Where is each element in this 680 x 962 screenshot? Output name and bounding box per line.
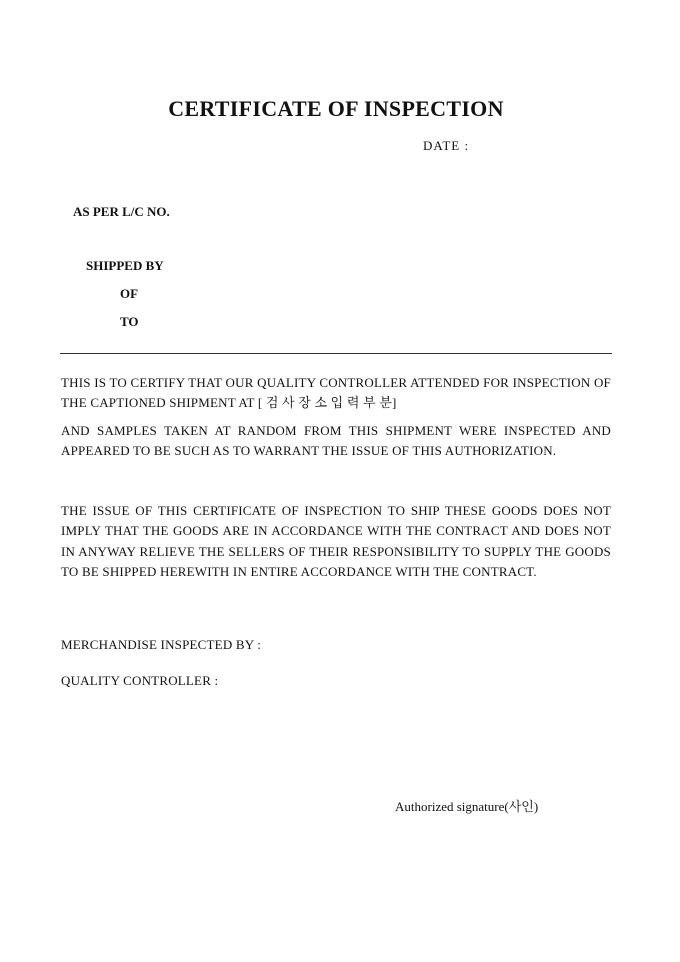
document-title: CERTIFICATE OF INSPECTION bbox=[168, 96, 504, 121]
of-label: OF bbox=[120, 286, 139, 301]
samples-paragraph: AND SAMPLES TAKEN AT RANDOM FROM THIS SHIPMENT WERE INSPECTED AND APPEARED TO BE SUCH AS TO WARRANT THE ISSUE OF THIS AUTHORIZATION. bbox=[61, 423, 611, 459]
quality-controller-label: QUALITY CONTROLLER : bbox=[61, 673, 219, 688]
certification-paragraph: THIS IS TO CERTIFY THAT OUR QUALITY CONTROLLER ATTENDED FOR INSPECTION OF THE CAPTIONED SHIPMENT AT [ 검 사 장 소 입 력 부 분] bbox=[61, 375, 611, 411]
date-label: DATE : bbox=[423, 138, 470, 153]
merchandise-inspected-by-label: MERCHANDISE INSPECTED BY : bbox=[61, 637, 262, 652]
lc-number-label: AS PER L/C NO. bbox=[73, 204, 170, 219]
authorized-signature-label: Authorized signature(사인) bbox=[395, 799, 539, 814]
disclaimer-paragraph: THE ISSUE OF THIS CERTIFICATE OF INSPECTION TO SHIP THESE GOODS DOES NOT IMPLY THAT THE GOODS ARE IN ACCORDANCE WITH THE CONTRACT AND DOES NOT IN ANYWAY RELIEVE THE SELLERS OF THEIR RESPONSIBILITY TO SUPPLY THE GOODS TO BE SHIPPED HEREWITH IN ENTIRE ACCORDANCE WITH THE CONTRACT. bbox=[61, 503, 611, 579]
to-label: TO bbox=[120, 314, 139, 329]
horizontal-divider bbox=[60, 353, 612, 354]
shipped-by-label: SHIPPED BY bbox=[86, 258, 164, 273]
